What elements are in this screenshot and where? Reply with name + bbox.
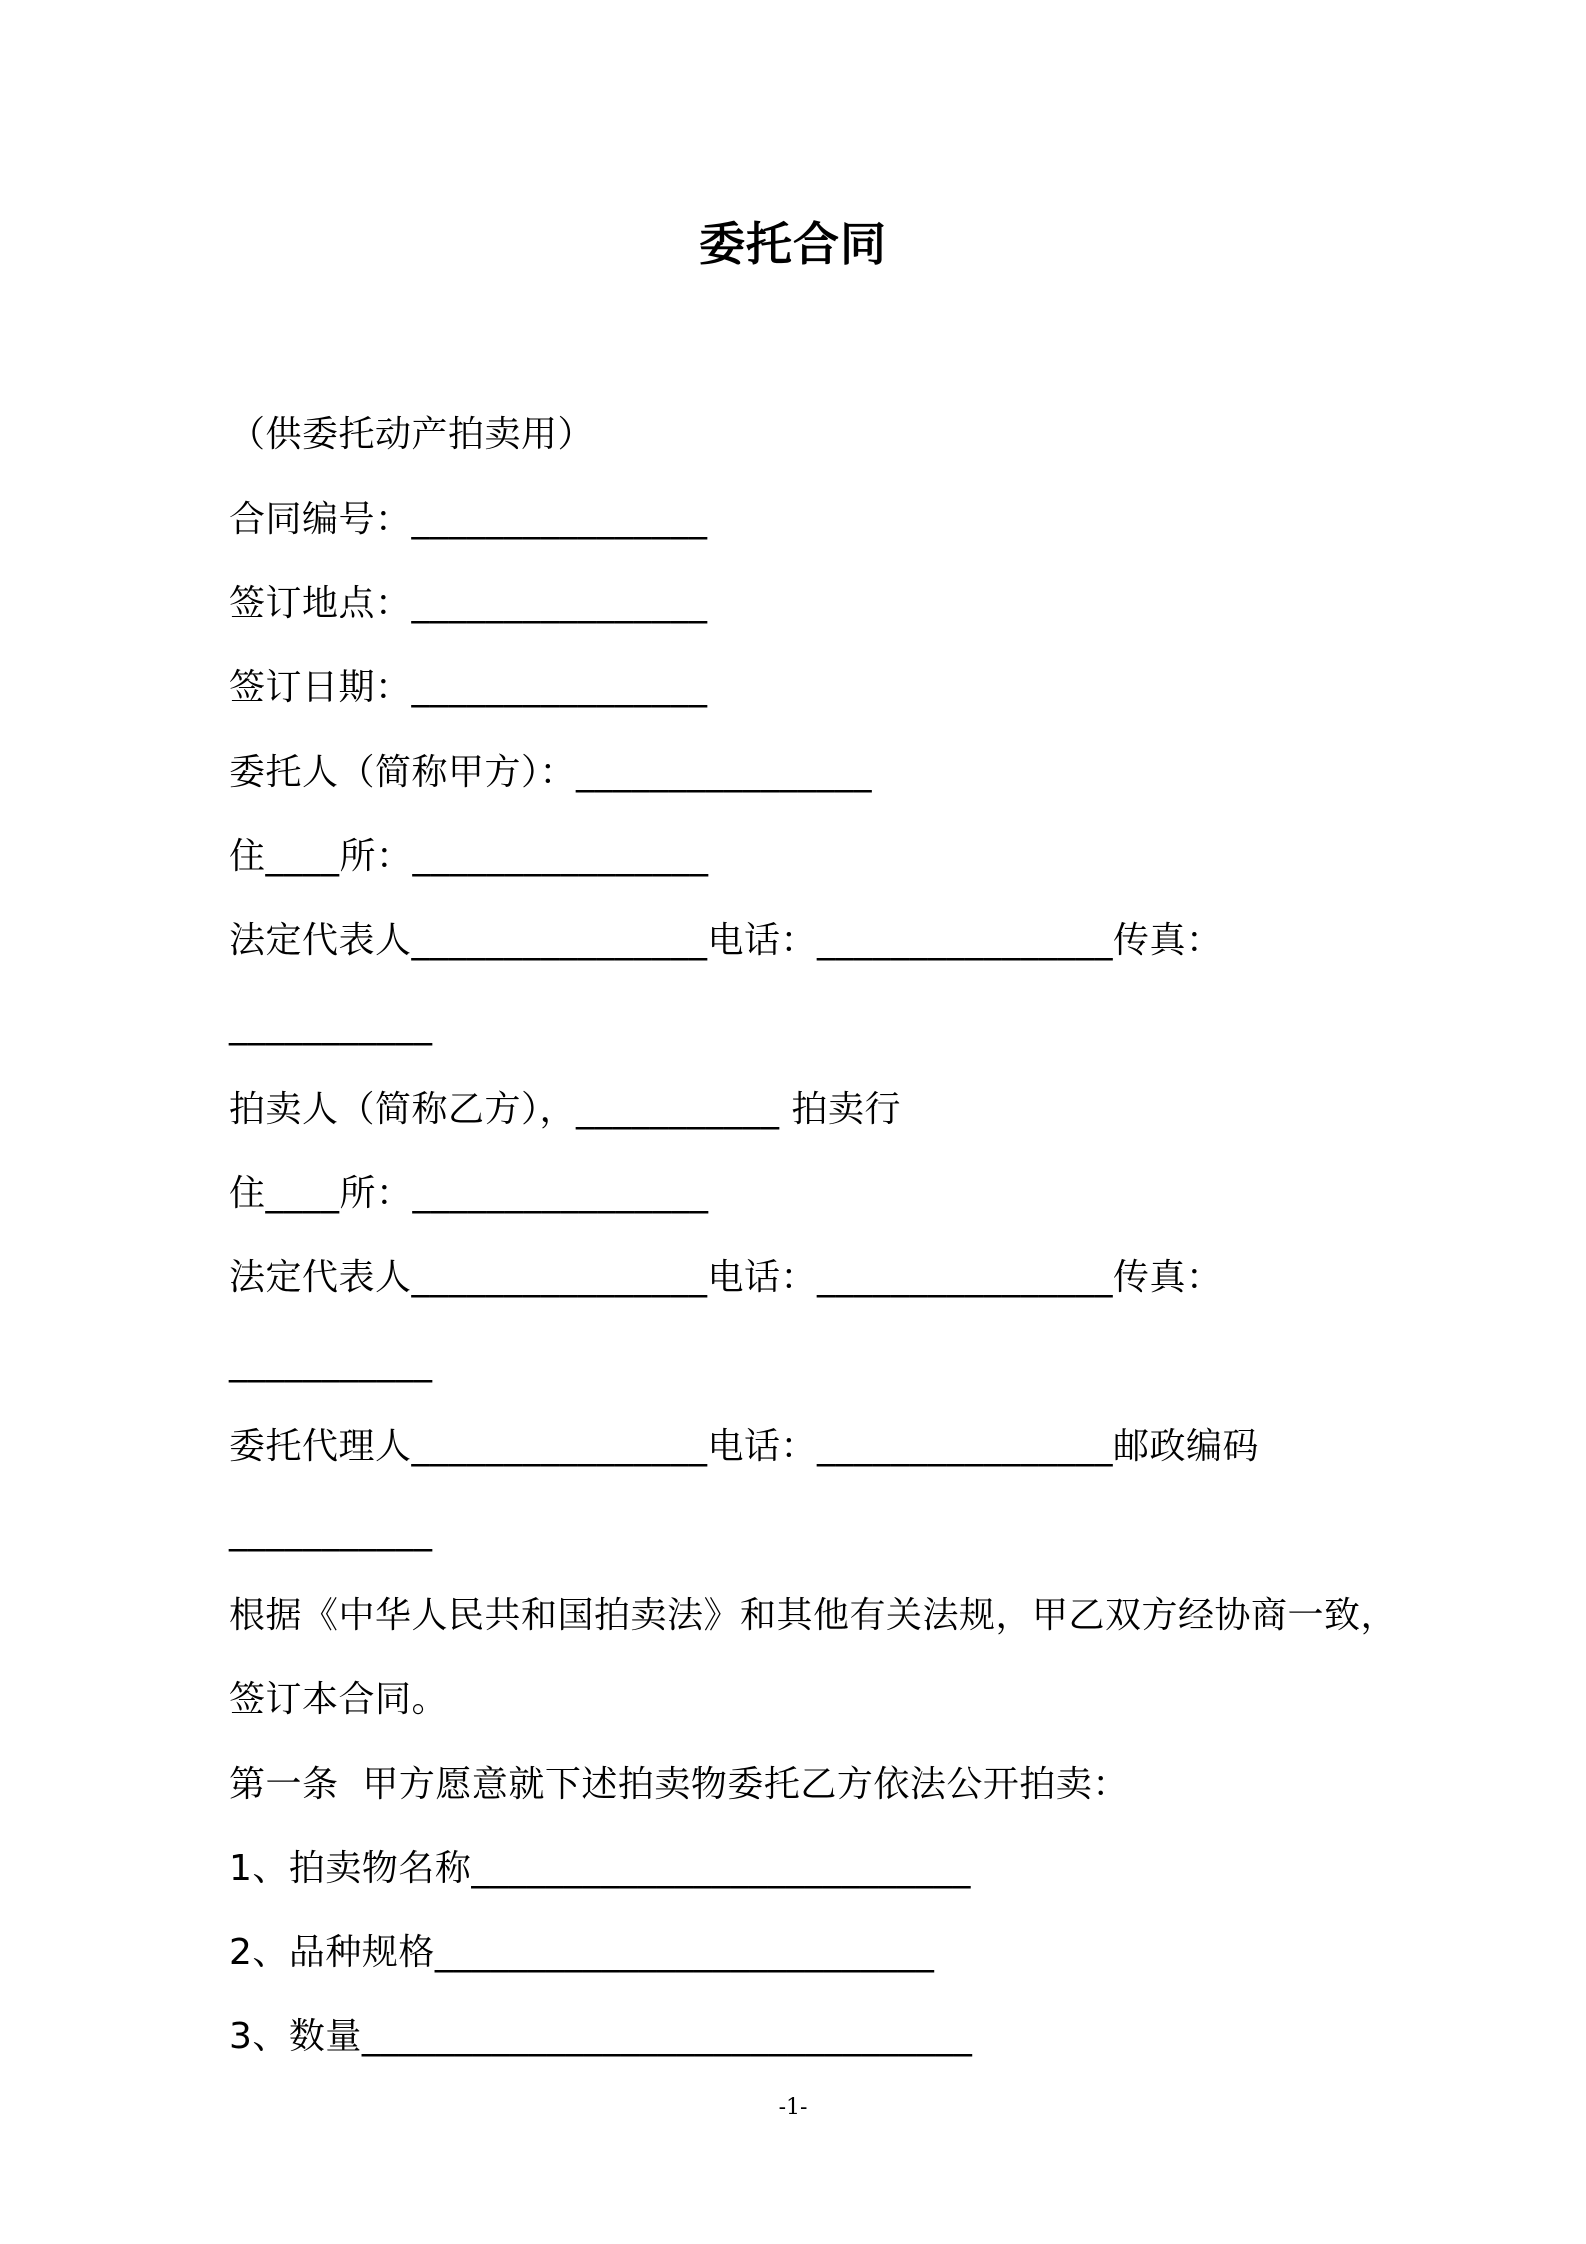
subtitle-usage-note: （供委托动产拍卖用）	[229, 414, 595, 455]
legal-basis-paragraph-line-1: 根据《中华人民共和国拍卖法》和其他有关法规，甲乙双方经协商一致，	[229, 1595, 1398, 1636]
party-b-fax-blank-line: ___________	[229, 1342, 433, 1383]
document-title: 委托合同	[699, 217, 887, 271]
contract-number-line: 合同编号：________________	[229, 499, 708, 540]
party-a-fax-blank-line: ___________	[229, 1005, 433, 1046]
principal-party-a-line: 委托人（简称甲方）：________________	[229, 752, 873, 793]
agent-phone-postcode-line: 委托代理人________________电话：________________邮政编码	[229, 1426, 1260, 1467]
auction-item-name-line: 1、拍卖物名称___________________________	[229, 1848, 971, 1889]
party-b-representative-phone-fax-line: 法定代表人________________电话：________________传真：	[229, 1257, 1223, 1298]
quantity-line: 3、数量_________________________________	[229, 2016, 973, 2057]
signing-date-line: 签订日期：________________	[229, 667, 708, 708]
page-number: -1-	[778, 2095, 808, 2120]
party-a-representative-phone-fax-line: 法定代表人________________电话：________________传真：	[229, 920, 1223, 961]
variety-specification-line: 2、品种规格___________________________	[229, 1932, 935, 1973]
signing-place-line: 签订地点：________________	[229, 583, 708, 624]
postcode-blank-line: ___________	[229, 1511, 433, 1552]
party-b-address-line: 住____所：________________	[229, 1173, 709, 1214]
legal-basis-paragraph-line-2: 签订本合同。	[229, 1679, 449, 1720]
auctioneer-party-b-line: 拍卖人（简称乙方），___________ 拍卖行	[229, 1089, 901, 1130]
party-a-address-line: 住____所：________________	[229, 836, 709, 877]
article-one-heading: 第一条 甲方愿意就下述拍卖物委托乙方依法公开拍卖：	[229, 1764, 1129, 1805]
